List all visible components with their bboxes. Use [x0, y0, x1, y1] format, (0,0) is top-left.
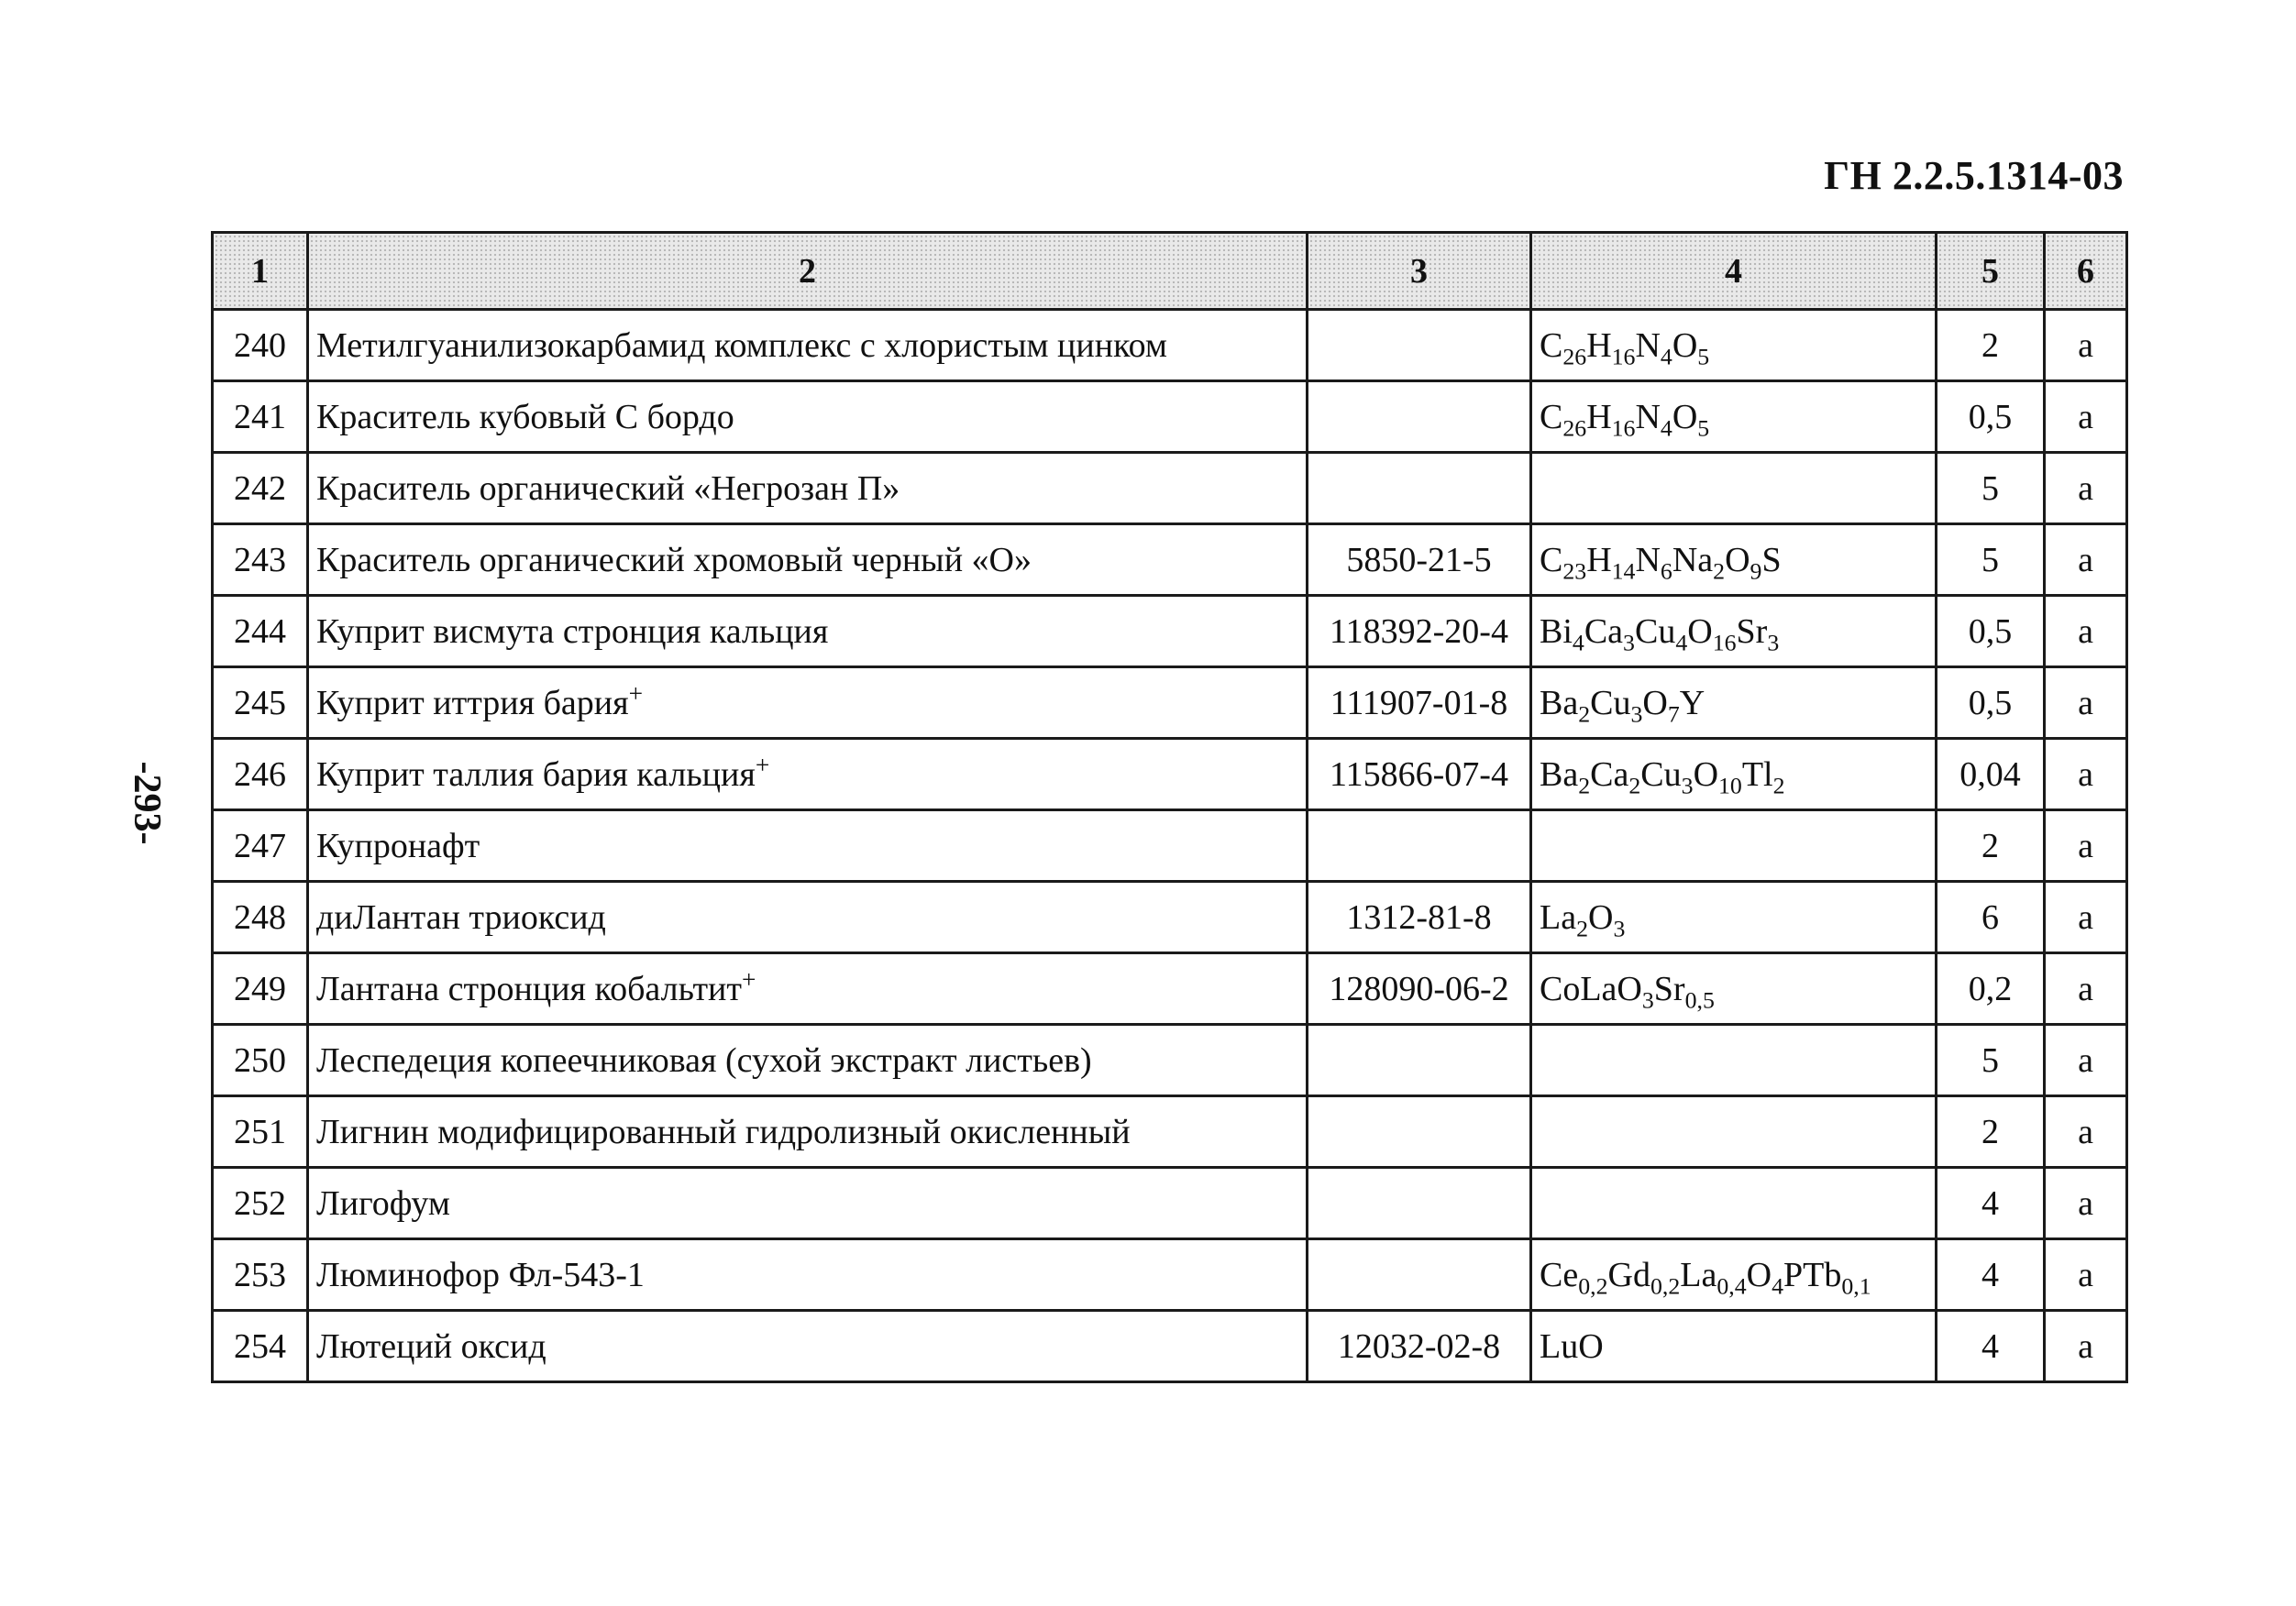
- substance-name-cell: [308, 1168, 1308, 1239]
- column-header-3: 3: [1308, 233, 1531, 310]
- formula-cell: [1531, 667, 1937, 739]
- formula-element: Sr: [1653, 969, 1685, 1008]
- substance-name: Лютеций оксид: [316, 1326, 546, 1366]
- mac-value-cell: 4: [1937, 1239, 2045, 1311]
- mac-value-cell: 4: [1937, 1311, 2045, 1382]
- formula-subscript: 9: [1750, 556, 1762, 584]
- mac-value-cell: 0,04: [1937, 739, 2045, 810]
- cas-number-cell: 128090-06-2: [1308, 953, 1531, 1025]
- formula-element: La: [1680, 1255, 1717, 1294]
- table-row: [213, 882, 2127, 953]
- aggregate-state-cell: а: [2045, 1168, 2127, 1239]
- formula-subscript: 2: [1713, 556, 1726, 584]
- formula-subscript: 3: [1767, 628, 1780, 655]
- formula-element: H: [1586, 397, 1612, 436]
- substance-name: Люминофор Фл-543-1: [316, 1255, 645, 1294]
- formula-element: N: [1635, 540, 1661, 579]
- column-header-5: 5: [1937, 233, 2045, 310]
- substance-name: Куприт иттрия бария: [316, 683, 629, 722]
- mac-value-cell: 6: [1937, 882, 2045, 953]
- substance-name-cell: [308, 1096, 1308, 1168]
- formula-subscript: 16: [1611, 413, 1636, 441]
- aggregate-state-cell: а: [2045, 739, 2127, 810]
- formula-element: C: [1540, 397, 1563, 436]
- cas-number-cell: [1308, 1168, 1531, 1239]
- formula-subscript: 3: [1681, 771, 1694, 798]
- row-number-cell: 251: [213, 1096, 308, 1168]
- substance-name-cell: [308, 524, 1308, 596]
- aggregate-state-cell: а: [2045, 953, 2127, 1025]
- substance-name: Куприт висмута стронция кальция: [316, 611, 829, 651]
- substance-name-cell: [308, 381, 1308, 453]
- mac-value-cell: 5: [1937, 524, 2045, 596]
- substance-name: Купронафт: [316, 826, 480, 865]
- cas-number-cell: [1308, 1239, 1531, 1311]
- row-number-cell: 244: [213, 596, 308, 667]
- formula-element: Y: [1679, 683, 1705, 722]
- formula-subscript: 10: [1718, 771, 1742, 798]
- aggregate-state-cell: а: [2045, 1311, 2127, 1382]
- table-row: [213, 524, 2127, 596]
- formula-element: O: [1725, 540, 1750, 579]
- substance-name-cell: [308, 310, 1308, 381]
- row-number-cell: 249: [213, 953, 308, 1025]
- table-row: [213, 381, 2127, 453]
- cas-number-cell: [1308, 310, 1531, 381]
- formula-cell: [1531, 739, 1937, 810]
- formula-element: Cu: [1640, 754, 1682, 794]
- table-row: [213, 1168, 2127, 1239]
- table-row: [213, 953, 2127, 1025]
- formula-element: Ba: [1540, 683, 1579, 722]
- table-row: [213, 1311, 2127, 1382]
- substance-name: диЛантан триоксид: [316, 897, 606, 937]
- formula-subscript: 0,1: [1841, 1271, 1871, 1299]
- formula-element: Gd: [1607, 1255, 1650, 1294]
- aggregate-state-cell: а: [2045, 810, 2127, 882]
- formula-subscript: 6: [1660, 556, 1672, 584]
- aggregate-state-cell: а: [2045, 882, 2127, 953]
- row-number-cell: 247: [213, 810, 308, 882]
- aggregate-state-cell: а: [2045, 596, 2127, 667]
- table-row: [213, 739, 2127, 810]
- formula-subscript: 26: [1562, 413, 1587, 441]
- column-header-2: 2: [308, 233, 1308, 310]
- formula-cell: [1531, 1239, 1937, 1311]
- formula-cell: [1531, 1096, 1937, 1168]
- substance-name: Куприт таллия бария кальция: [316, 754, 756, 794]
- formula-cell: [1531, 1168, 1937, 1239]
- cas-number-cell: 115866-07-4: [1308, 739, 1531, 810]
- formula-subscript: 16: [1712, 628, 1737, 655]
- substances-table: [211, 231, 2128, 1383]
- cas-number-cell: [1308, 1096, 1531, 1168]
- document-code: ГН 2.2.5.1314-03: [1824, 153, 2124, 198]
- mac-value-cell: 2: [1937, 1096, 2045, 1168]
- table-row: [213, 1025, 2127, 1096]
- mac-value-cell: 4: [1937, 1168, 2045, 1239]
- mac-value-cell: 0,5: [1937, 381, 2045, 453]
- formula-subscript: 23: [1562, 556, 1587, 584]
- formula-subscript: 3: [1613, 914, 1626, 941]
- formula-subscript: 26: [1562, 342, 1587, 369]
- formula-element: Sr: [1736, 611, 1768, 651]
- formula-subscript: 0,2: [1650, 1271, 1681, 1299]
- formula-element: Cu: [1634, 611, 1676, 651]
- aggregate-state-cell: а: [2045, 310, 2127, 381]
- row-number-cell: 245: [213, 667, 308, 739]
- formula-element: O: [1588, 897, 1614, 937]
- formula-cell: [1531, 953, 1937, 1025]
- page-number: -293-: [126, 761, 168, 845]
- substance-name: Краситель органический «Негрозан П»: [316, 468, 900, 508]
- formula-subscript: 3: [1630, 699, 1643, 727]
- row-number-cell: 240: [213, 310, 308, 381]
- formula-cell: [1531, 453, 1937, 524]
- substance-name-cell: [308, 1025, 1308, 1096]
- table-row: [213, 596, 2127, 667]
- formula-subscript: 14: [1611, 556, 1636, 584]
- formula-element: C: [1540, 325, 1563, 365]
- formula-cell: [1531, 810, 1937, 882]
- row-number-cell: 250: [213, 1025, 308, 1096]
- formula-subscript: 4: [1675, 628, 1688, 655]
- substance-name-cell: [308, 596, 1308, 667]
- formula-subscript: 2: [1578, 699, 1591, 727]
- aggregate-state-cell: а: [2045, 1096, 2127, 1168]
- substance-name: Лантана стронция кобальтит: [316, 969, 742, 1008]
- formula-element: Ca: [1584, 611, 1624, 651]
- row-number-cell: 254: [213, 1311, 308, 1382]
- formula-subscript: 5: [1697, 342, 1710, 369]
- cas-number-cell: 118392-20-4: [1308, 596, 1531, 667]
- formula-subscript: 4: [1772, 1271, 1784, 1299]
- formula-element: La: [1540, 897, 1577, 937]
- table-row: [213, 1096, 2127, 1168]
- formula-subscript: 2: [1772, 771, 1785, 798]
- formula-subscript: 2: [1576, 914, 1588, 941]
- table-row: [213, 1239, 2127, 1311]
- formula-element: O: [1746, 1255, 1772, 1294]
- mac-value-cell: 0,5: [1937, 596, 2045, 667]
- table-body: [213, 310, 2127, 1382]
- formula-cell: [1531, 524, 1937, 596]
- formula-element: Na: [1672, 540, 1714, 579]
- formula-cell: [1531, 1311, 1937, 1382]
- table-row: [213, 810, 2127, 882]
- substance-mark: +: [628, 678, 644, 707]
- formula-subscript: 5: [1697, 413, 1710, 441]
- cas-number-cell: [1308, 1025, 1531, 1096]
- formula-cell: [1531, 596, 1937, 667]
- formula-cell: [1531, 1025, 1937, 1096]
- formula-element: H: [1586, 325, 1612, 365]
- mac-value-cell: 5: [1937, 453, 2045, 524]
- substance-name: Леспедеция копеечниковая (сухой экстракт листьев): [316, 1040, 1092, 1080]
- substance-name: Лигофум: [316, 1183, 450, 1223]
- substance-name-cell: [308, 1239, 1308, 1311]
- formula-element: PTb: [1783, 1255, 1842, 1294]
- row-number-cell: 241: [213, 381, 308, 453]
- substance-mark: +: [742, 964, 756, 993]
- column-header-4: 4: [1531, 233, 1937, 310]
- substance-name-cell: [308, 667, 1308, 739]
- row-number-cell: 242: [213, 453, 308, 524]
- formula-subscript: 0,5: [1684, 985, 1715, 1013]
- formula-subscript: 2: [1628, 771, 1641, 798]
- cas-number-cell: 111907-01-8: [1308, 667, 1531, 739]
- formula-subscript: 16: [1611, 342, 1636, 369]
- table-row: [213, 453, 2127, 524]
- row-number-cell: 253: [213, 1239, 308, 1311]
- formula-element: CoLaO: [1540, 969, 1642, 1008]
- substance-name: Краситель кубовый С бордо: [316, 397, 734, 436]
- cas-number-cell: 12032-02-8: [1308, 1311, 1531, 1382]
- formula-subscript: 4: [1572, 628, 1584, 655]
- row-number-cell: 243: [213, 524, 308, 596]
- formula-element: O: [1672, 325, 1698, 365]
- cas-number-cell: [1308, 381, 1531, 453]
- formula-element: Ce: [1540, 1255, 1579, 1294]
- aggregate-state-cell: а: [2045, 381, 2127, 453]
- table-header-row: [213, 233, 2127, 310]
- cas-number-cell: 1312-81-8: [1308, 882, 1531, 953]
- formula-subscript: 7: [1667, 699, 1680, 727]
- table-row: [213, 310, 2127, 381]
- substance-name-cell: [308, 882, 1308, 953]
- aggregate-state-cell: а: [2045, 453, 2127, 524]
- formula-subscript: 0,2: [1578, 1271, 1608, 1299]
- column-header-6: 6: [2045, 233, 2127, 310]
- substance-name-cell: [308, 739, 1308, 810]
- substance-name-cell: [308, 1311, 1308, 1382]
- aggregate-state-cell: а: [2045, 524, 2127, 596]
- mac-value-cell: 2: [1937, 310, 2045, 381]
- formula-cell: [1531, 310, 1937, 381]
- formula-subscript: 4: [1660, 342, 1672, 369]
- substance-name-cell: [308, 453, 1308, 524]
- formula-element: Cu: [1590, 683, 1631, 722]
- formula-cell: [1531, 882, 1937, 953]
- formula-element: O: [1693, 754, 1719, 794]
- formula-element: N: [1635, 325, 1661, 365]
- aggregate-state-cell: а: [2045, 1239, 2127, 1311]
- formula-element: O: [1642, 683, 1668, 722]
- cas-number-cell: [1308, 453, 1531, 524]
- aggregate-state-cell: а: [2045, 667, 2127, 739]
- cas-number-cell: 5850-21-5: [1308, 524, 1531, 596]
- formula-element: Tl: [1741, 754, 1773, 794]
- formula-element: Ba: [1540, 754, 1579, 794]
- mac-value-cell: 2: [1937, 810, 2045, 882]
- row-number-cell: 248: [213, 882, 308, 953]
- row-number-cell: 252: [213, 1168, 308, 1239]
- formula-element: O: [1672, 397, 1698, 436]
- formula-element: O: [1687, 611, 1713, 651]
- formula-subscript: 0,4: [1716, 1271, 1747, 1299]
- formula-element: N: [1635, 397, 1661, 436]
- substance-name-cell: [308, 810, 1308, 882]
- formula-subscript: 3: [1641, 985, 1654, 1013]
- substance-mark: +: [755, 750, 770, 778]
- substance-name: Лигнин модифицированный гидролизный окисленный: [316, 1112, 1131, 1151]
- mac-value-cell: 0,5: [1937, 667, 2045, 739]
- cas-number-cell: [1308, 810, 1531, 882]
- formula-element: LuO: [1540, 1326, 1604, 1366]
- formula-subscript: 2: [1578, 771, 1591, 798]
- formula-element: C: [1540, 540, 1563, 579]
- formula-subscript: 3: [1623, 628, 1635, 655]
- mac-value-cell: 0,2: [1937, 953, 2045, 1025]
- mac-value-cell: 5: [1937, 1025, 2045, 1096]
- formula-subscript: 4: [1660, 413, 1672, 441]
- substance-name-cell: [308, 953, 1308, 1025]
- formula-element: H: [1586, 540, 1612, 579]
- substance-name: Краситель органический хромовый черный «О»: [316, 540, 1032, 579]
- formula-cell: [1531, 381, 1937, 453]
- column-header-1: 1: [213, 233, 308, 310]
- formula-element: Ca: [1590, 754, 1629, 794]
- substance-name: Метилгуанилизокарбамид комплекс с хлористым цинком: [316, 325, 1167, 365]
- row-number-cell: 246: [213, 739, 308, 810]
- formula-element: Bi: [1540, 611, 1573, 651]
- table-row: [213, 667, 2127, 739]
- formula-element: S: [1761, 540, 1782, 579]
- aggregate-state-cell: а: [2045, 1025, 2127, 1096]
